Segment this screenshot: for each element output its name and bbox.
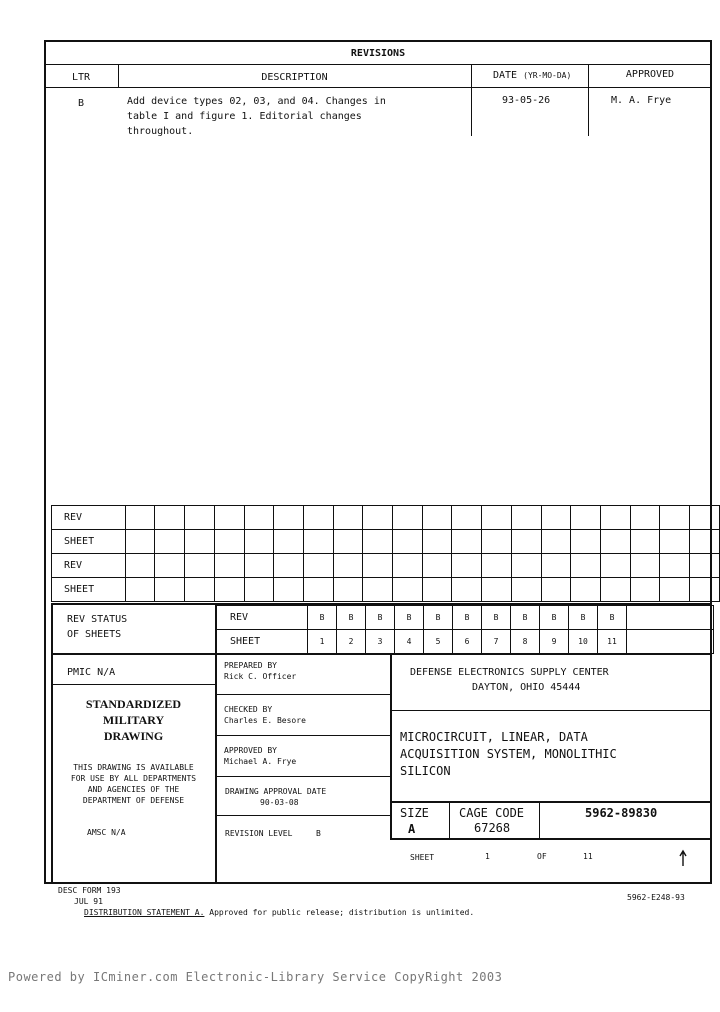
- approved-header: APPROVED: [625, 69, 675, 80]
- cage-label: CAGE CODE: [459, 806, 525, 820]
- cage-code: 67268: [474, 821, 511, 835]
- availability-text: AND AGENCIES OF THE: [87, 785, 180, 794]
- rev-grid-cell: [600, 578, 630, 602]
- divider: [539, 801, 540, 838]
- rev-status-label: REV STATUS: [67, 614, 128, 625]
- divider: [215, 815, 390, 816]
- divider: [390, 838, 712, 840]
- rev-grid-cell: [214, 578, 244, 602]
- rev-status-grid: [215, 605, 714, 654]
- rev-grid-cell: [125, 530, 155, 554]
- rev-grid-cell: [571, 506, 601, 530]
- rev-grid-cell: [690, 530, 720, 554]
- rev-grid-cell: [185, 530, 215, 554]
- divider: [390, 653, 392, 839]
- rev-status-rev-cell: B: [511, 606, 540, 630]
- divider: [215, 694, 390, 695]
- divider: [44, 64, 712, 65]
- description-header: DESCRIPTION: [261, 72, 328, 83]
- footer-copyright: Powered by ICminer.com Electronic-Library Service CopyRight 2003: [8, 970, 503, 984]
- divider: [51, 653, 712, 655]
- divider: [471, 64, 472, 136]
- rev-grid-cell: [541, 578, 571, 602]
- approval-date-label: DRAWING APPROVAL DATE: [225, 787, 327, 796]
- rev-grid-cell: [482, 530, 512, 554]
- rev-grid-cell: [393, 506, 423, 530]
- rev-grid-cell: [333, 554, 363, 578]
- revision-letter: B: [78, 98, 85, 109]
- rev-grid-cell: [185, 506, 215, 530]
- rev-grid-row: [52, 506, 720, 530]
- agency-name: DEFENSE ELECTRONICS SUPPLY CENTER: [410, 667, 609, 678]
- rev-grid-cell: [303, 578, 333, 602]
- rev-grid-cell: [600, 530, 630, 554]
- rev-status-empty-cell: [627, 606, 714, 630]
- rev-grid-cell: [393, 554, 423, 578]
- drawing-title: MICROCIRCUIT, LINEAR, DATA: [400, 730, 588, 744]
- approved-label: APPROVED BY: [224, 746, 277, 755]
- prepared-label: PREPARED BY: [224, 661, 277, 670]
- rev-grid-cell: [541, 506, 571, 530]
- revision-date: 93-05-26: [502, 95, 551, 106]
- rev-grid-cell: [571, 578, 601, 602]
- rev-status-rev-cell: B: [308, 606, 337, 630]
- rev-grid-cell: [214, 554, 244, 578]
- rev-status-rev-cell: B: [540, 606, 569, 630]
- rev-grid-cell: [600, 554, 630, 578]
- standardized-title: DRAWING: [103, 729, 164, 743]
- rev-grid-cell: [422, 530, 452, 554]
- rev-grid-cell: [244, 578, 274, 602]
- rev-status-rev-label: REV: [216, 606, 308, 630]
- rev-grid-cell: [660, 506, 690, 530]
- divider: [449, 801, 450, 838]
- rev-grid-cell: [511, 578, 541, 602]
- divider: [215, 735, 390, 736]
- rev-grid-cell: [511, 506, 541, 530]
- divider: [44, 87, 712, 88]
- rev-grid-cell: [274, 578, 304, 602]
- agency-location: DAYTON, OHIO 45444: [472, 682, 581, 693]
- rev-status-rev-cell: B: [366, 606, 395, 630]
- rev-grid-cell: [244, 530, 274, 554]
- rev-status-rev-cell: B: [337, 606, 366, 630]
- rev-grid-cell: [422, 506, 452, 530]
- rev-grid-cell: [155, 506, 185, 530]
- rev-grid-cell: [363, 578, 393, 602]
- rev-grid-cell: [333, 506, 363, 530]
- rev-status-rev-cell: B: [598, 606, 627, 630]
- divider: [390, 710, 712, 711]
- size-label: SIZE: [400, 806, 429, 820]
- rev-status-sheet-cell: 2: [337, 630, 366, 654]
- rev-grid-cell: [571, 530, 601, 554]
- sheet-total: 11: [583, 852, 593, 861]
- rev-grid-cell: [303, 554, 333, 578]
- drawing-title: SILICON: [400, 764, 451, 778]
- rev-grid-cell: [185, 554, 215, 578]
- availability-text: FOR USE BY ALL DEPARTMENTS: [70, 774, 197, 783]
- rev-grid-cell: [630, 578, 660, 602]
- rev-grid-row-label: SHEET: [52, 530, 126, 554]
- prepared-name: Rick C. Officer: [224, 672, 297, 681]
- rev-grid-cell: [571, 554, 601, 578]
- availability-text: DEPARTMENT OF DEFENSE: [82, 796, 185, 805]
- rev-grid-cell: [244, 506, 274, 530]
- rev-grid-row-label: REV: [52, 506, 126, 530]
- approval-date: 90-03-08: [260, 798, 299, 807]
- approved-name: Michael A. Frye: [224, 757, 297, 766]
- rev-grid-cell: [422, 554, 452, 578]
- rev-status-label: OF SHEETS: [67, 629, 122, 640]
- rev-status-empty-cell: [627, 630, 714, 654]
- rev-status-sheet-cell: 1: [308, 630, 337, 654]
- rev-grid-cell: [363, 554, 393, 578]
- revision-description-line: Add device types 02, 03, and 04. Changes in: [127, 96, 386, 107]
- divider: [215, 603, 217, 883]
- rev-grid-cell: [422, 578, 452, 602]
- form-date: JUL 91: [74, 897, 103, 906]
- rev-status-sheet-cell: 10: [569, 630, 598, 654]
- rev-grid-cell: [363, 506, 393, 530]
- rev-grid-cell: [660, 578, 690, 602]
- rev-status-rev-cell: B: [453, 606, 482, 630]
- rev-grid-cell: [303, 530, 333, 554]
- rev-grid-cell: [690, 506, 720, 530]
- rev-grid-row: [52, 530, 720, 554]
- rev-grid-cell: [363, 530, 393, 554]
- distribution-statement: DISTRIBUTION STATEMENT A. Approved for public release; distribution is unlimited.: [84, 908, 475, 917]
- rev-grid-cell: [452, 578, 482, 602]
- date-header: DATE (YR-MO-DA): [493, 70, 572, 81]
- ltr-header: LTR: [71, 72, 91, 83]
- form-number: DESC FORM 193: [58, 886, 121, 895]
- availability-text: THIS DRAWING IS AVAILABLE: [73, 763, 194, 772]
- revision-level-label: REVISION LEVEL: [225, 829, 293, 838]
- rev-status-sheet-label: SHEET: [216, 630, 308, 654]
- rev-grid-cell: [244, 554, 274, 578]
- rev-status-rev-cell: B: [395, 606, 424, 630]
- amsc-label: AMSC N/A: [87, 828, 126, 837]
- rev-grid-cell: [155, 578, 185, 602]
- rev-grid-cell: [155, 530, 185, 554]
- rev-status-sheet-cell: 3: [366, 630, 395, 654]
- revision-level: B: [316, 829, 321, 838]
- checked-name: Charles E. Besore: [224, 716, 306, 725]
- rev-status-sheet-cell: 5: [424, 630, 453, 654]
- arrow-up-icon: [678, 849, 688, 867]
- revision-description-line: table I and figure 1. Editorial changes: [127, 111, 362, 122]
- rev-grid-cell: [630, 554, 660, 578]
- divider: [390, 801, 712, 803]
- rev-status-sheet-row: [216, 630, 714, 654]
- rev-grid-cell: [155, 554, 185, 578]
- drawing-title: ACQUISITION SYSTEM, MONOLITHIC: [400, 747, 617, 761]
- revisions-title: REVISIONS: [350, 48, 406, 59]
- rev-status-rev-cell: B: [482, 606, 511, 630]
- rev-status-sheet-cell: 11: [598, 630, 627, 654]
- rev-grid-cell: [452, 530, 482, 554]
- rev-grid-cell: [185, 578, 215, 602]
- rev-grid-row: [52, 554, 720, 578]
- rev-grid-cell: [511, 530, 541, 554]
- rev-grid-cell: [482, 554, 512, 578]
- document-code: 5962-E248-93: [627, 893, 685, 902]
- rev-grid-cell: [541, 554, 571, 578]
- rev-grid-cell: [630, 530, 660, 554]
- rev-grid-cell: [600, 506, 630, 530]
- rev-grid-cell: [690, 578, 720, 602]
- rev-grid-cell: [393, 578, 423, 602]
- rev-grid-cell: [125, 506, 155, 530]
- rev-grid-cell: [660, 530, 690, 554]
- revision-description-line: throughout.: [127, 126, 194, 137]
- rev-grid-cell: [214, 506, 244, 530]
- sheet-of-label: OF: [537, 852, 547, 861]
- rev-grid-cell: [125, 578, 155, 602]
- sheet-number: 1: [485, 852, 490, 861]
- rev-grid-cell: [393, 530, 423, 554]
- rev-grid-cell: [333, 530, 363, 554]
- sheet-label: SHEET: [410, 853, 435, 862]
- pmic-label: PMIC N/A: [67, 667, 116, 678]
- checked-label: CHECKED BY: [224, 705, 273, 714]
- rev-status-rev-row: [216, 606, 714, 630]
- rev-status-sheet-cell: 8: [511, 630, 540, 654]
- rev-grid-cell: [214, 530, 244, 554]
- size-value: A: [408, 822, 416, 836]
- rev-grid-cell: [482, 578, 512, 602]
- rev-grid-cell: [274, 530, 304, 554]
- rev-grid-cell: [333, 578, 363, 602]
- rev-grid-row-label: SHEET: [52, 578, 126, 602]
- rev-status-sheet-cell: 4: [395, 630, 424, 654]
- rev-grid-row-label: REV: [52, 554, 126, 578]
- rev-grid-cell: [541, 530, 571, 554]
- standardized-title: STANDARDIZED: [85, 697, 182, 711]
- rev-grid-cell: [630, 506, 660, 530]
- rev-status-sheet-cell: 9: [540, 630, 569, 654]
- rev-status-rev-cell: B: [569, 606, 598, 630]
- standardized-title: MILITARY: [102, 713, 165, 727]
- rev-grid-cell: [482, 506, 512, 530]
- rev-grid-cell: [511, 554, 541, 578]
- divider: [215, 776, 390, 777]
- divider: [51, 684, 215, 685]
- rev-grid-cell: [452, 554, 482, 578]
- rev-grid-cell: [660, 554, 690, 578]
- rev-grid-cell: [303, 506, 333, 530]
- rev-status-sheet-cell: 6: [453, 630, 482, 654]
- rev-sheet-grid: [51, 505, 720, 602]
- rev-grid-cell: [690, 554, 720, 578]
- drawing-number: 5962-89830: [585, 806, 658, 820]
- rev-grid-row: [52, 578, 720, 602]
- rev-grid-cell: [274, 506, 304, 530]
- rev-status-sheet-cell: 7: [482, 630, 511, 654]
- rev-grid-cell: [125, 554, 155, 578]
- rev-grid-cell: [274, 554, 304, 578]
- revision-approver: M. A. Frye: [611, 95, 672, 106]
- rev-status-rev-cell: B: [424, 606, 453, 630]
- rev-grid-cell: [452, 506, 482, 530]
